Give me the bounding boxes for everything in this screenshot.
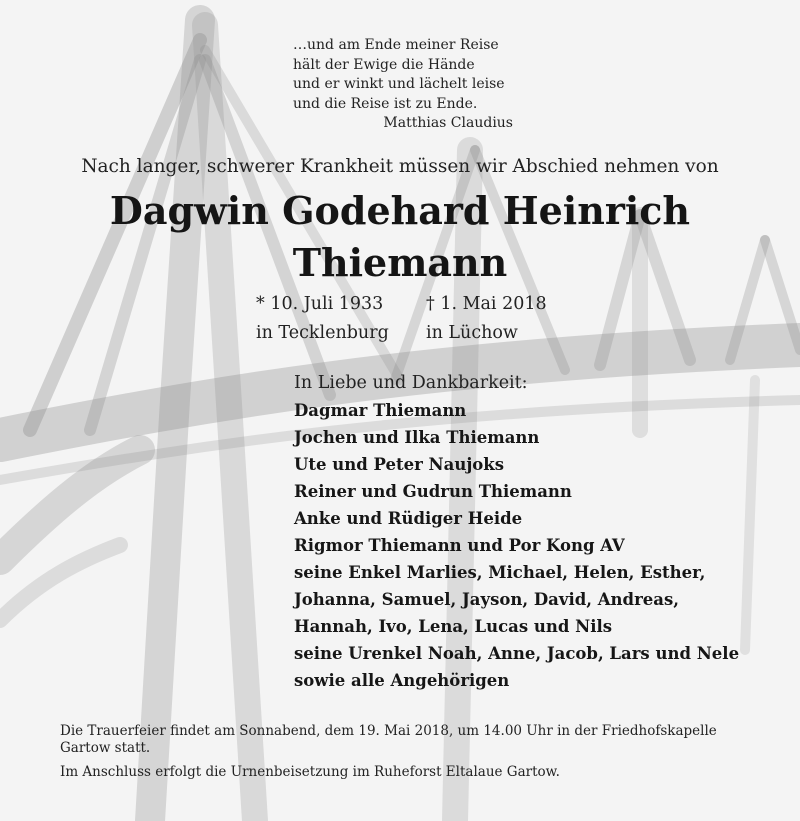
mourner-line: Rigmor Thiemann und Por Kong AV xyxy=(294,536,625,555)
mourner-line: sowie alle Angehörigen xyxy=(294,671,510,690)
mourner-line: Reiner und Gudrun Thiemann xyxy=(294,482,572,501)
mourners-list xyxy=(294,397,739,694)
poem-line: …und am Ende meiner Reise xyxy=(293,37,499,53)
burial-text: Im Anschluss erfolgt die Urnenbeisetzung im Ruheforst Eltalaue Gartow. xyxy=(60,764,560,780)
birth-date: * 10. Juli 1933 xyxy=(256,294,384,314)
poem-line: hält der Ewige die Hände xyxy=(293,56,475,73)
deceased-surname: Thiemann xyxy=(292,240,508,285)
mourners-lead: In Liebe und Dankbarkeit: xyxy=(294,373,528,393)
poem-line: und er winkt und lächelt leise xyxy=(293,76,505,92)
birth-place: in Tecklenburg xyxy=(256,323,389,343)
death-place: in Lüchow xyxy=(426,323,518,343)
death-info xyxy=(426,290,547,348)
mourner-line: Johanna, Samuel, Jayson, David, Andreas, xyxy=(294,590,679,609)
ceremony-text: Die Trauerfeier findet am Sonnabend, dem 19. Mai 2018, um 14.00 Uhr in der Friedhofskapelle Gartow statt. xyxy=(60,723,717,756)
deceased-given-names: Dagwin Godehard Heinrich xyxy=(109,188,691,233)
funeral-notice xyxy=(60,723,760,781)
poem xyxy=(293,36,523,134)
mourner-line: Anke und Rüdiger Heide xyxy=(294,509,523,528)
birth-info xyxy=(256,290,389,348)
mourner-line: seine Urenkel Noah, Anne, Jacob, Lars und Nele xyxy=(294,644,740,663)
deceased-name xyxy=(0,185,800,289)
mourners xyxy=(294,370,739,694)
death-date: † 1. Mai 2018 xyxy=(426,294,547,314)
mourner-line: Dagmar Thiemann xyxy=(294,401,467,420)
mourner-line: Ute und Peter Naujoks xyxy=(294,455,505,474)
poem-line: und die Reise ist zu Ende. xyxy=(293,95,478,112)
mourner-line: seine Enkel Marlies, Michael, Helen, Esther, xyxy=(294,563,706,582)
mourner-line: Jochen und Ilka Thiemann xyxy=(294,428,540,447)
mourner-line: Hannah, Ivo, Lena, Lucas und Nils xyxy=(294,617,613,636)
intro-text: Nach langer, schwerer Krankheit müssen wir Abschied nehmen von xyxy=(81,156,719,177)
poem-author: Matthias Claudius xyxy=(383,115,513,131)
